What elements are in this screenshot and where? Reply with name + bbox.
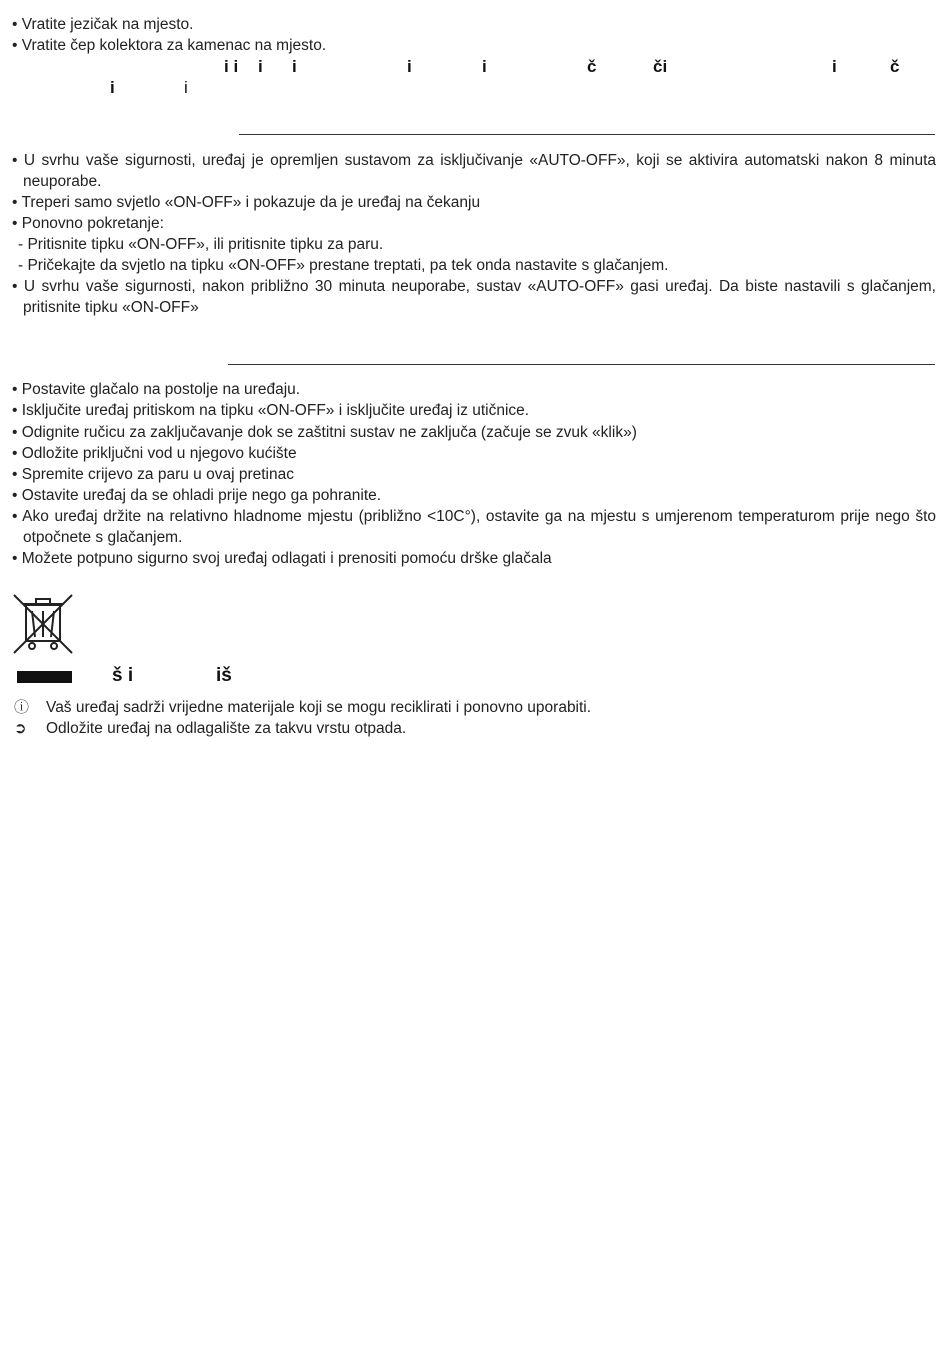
storage-bullet: • Ostavite uređaj da se ohladi prije nego ga pohranite. [12,487,382,504]
instruction-line: • Vratite jezičak na mjesto. [12,16,194,33]
action-text: Odložite uređaj na odlagalište za takvu vrstu otpada. [46,720,407,737]
heading-fragment: i [184,78,188,97]
heading-fragment: i [292,57,297,76]
arrow-right-icon: ➲ [14,720,27,737]
section-divider [228,364,935,365]
auto-off-paragraph: • Ponovno pokretanje: [12,215,164,232]
storage-bullet: • Postavite glačalo na postolje na uređaju. [12,381,301,398]
storage-bullet: • Odignite ručicu za zaključavanje dok se zaštitni sustav ne zaključa (začuje se zvuk «klik») [12,424,637,441]
storage-bullet: • Spremite crijevo za paru u ovaj pretinac [12,466,294,483]
info-line [14,697,591,718]
section-marker-bar [17,671,72,683]
crossed-out-bin-icon [12,591,74,655]
section-title-fragment: iš [216,665,232,686]
section-divider [239,134,935,135]
auto-off-step: - Pričekajte da svjetlo na tipku «ON-OFF» prestane treptati, pa tek onda nastavite s glačanjem. [18,257,669,274]
storage-bullet: • Odložite priključni vod u njegovo kućište [12,445,297,462]
storage-bullet: • Isključite uređaj pritiskom na tipku «ON-OFF» i isključite uređaj iz utičnice. [12,402,530,419]
auto-off-paragraph: • Treperi samo svjetlo «ON-OFF» i pokazuje da je uređaj na čekanju [12,194,481,211]
heading-fragment: i [258,57,263,76]
heading-fragment: i [482,57,487,76]
auto-off-step: - Pritisnite tipku «ON-OFF», ili pritisnite tipku za paru. [18,236,384,253]
heading-fragment: i [110,78,115,97]
heading-fragment: č [587,57,597,76]
instruction-line: • Vratite čep kolektora za kamenac na mjesto. [12,37,327,54]
info-text: Vaš uređaj sadrži vrijedne materijale koji se mogu reciklirati i ponovno uporabiti. [46,699,592,716]
storage-bullet: • Možete potpuno sigurno svoj uređaj odlagati i prenositi pomoću drške glačala [12,550,552,567]
heading-fragment: i [832,57,837,76]
action-line [14,718,406,739]
storage-bullet: • Ako uređaj držite na relativno hladnome mjestu (približno <10C°), ostavite ga na mjestu s umjerenom temperaturom prije nego što otpočnete s glačanjem. [12,508,936,546]
heading-fragment: i [407,57,412,76]
heading-fragment: či [653,57,668,76]
heading-fragment: i i [224,57,239,76]
section-title-fragment: š i [112,665,134,686]
auto-off-paragraph: • U svrhu vaše sigurnosti, nakon približno 30 minuta neuporabe, sustav «AUTO-OFF» gasi uređaj. Da biste nastavili s glačanjem, pritisnite tipku «ON-OFF» [12,278,936,316]
auto-off-paragraph: • U svrhu vaše sigurnosti, uređaj je opremljen sustavom za isključivanje «AUTO-OFF», koji se aktivira automatski nakon 8 minuta neuporabe. [12,152,936,190]
info-circle-icon: ⓘ [14,699,30,716]
heading-fragment: č [890,57,900,76]
